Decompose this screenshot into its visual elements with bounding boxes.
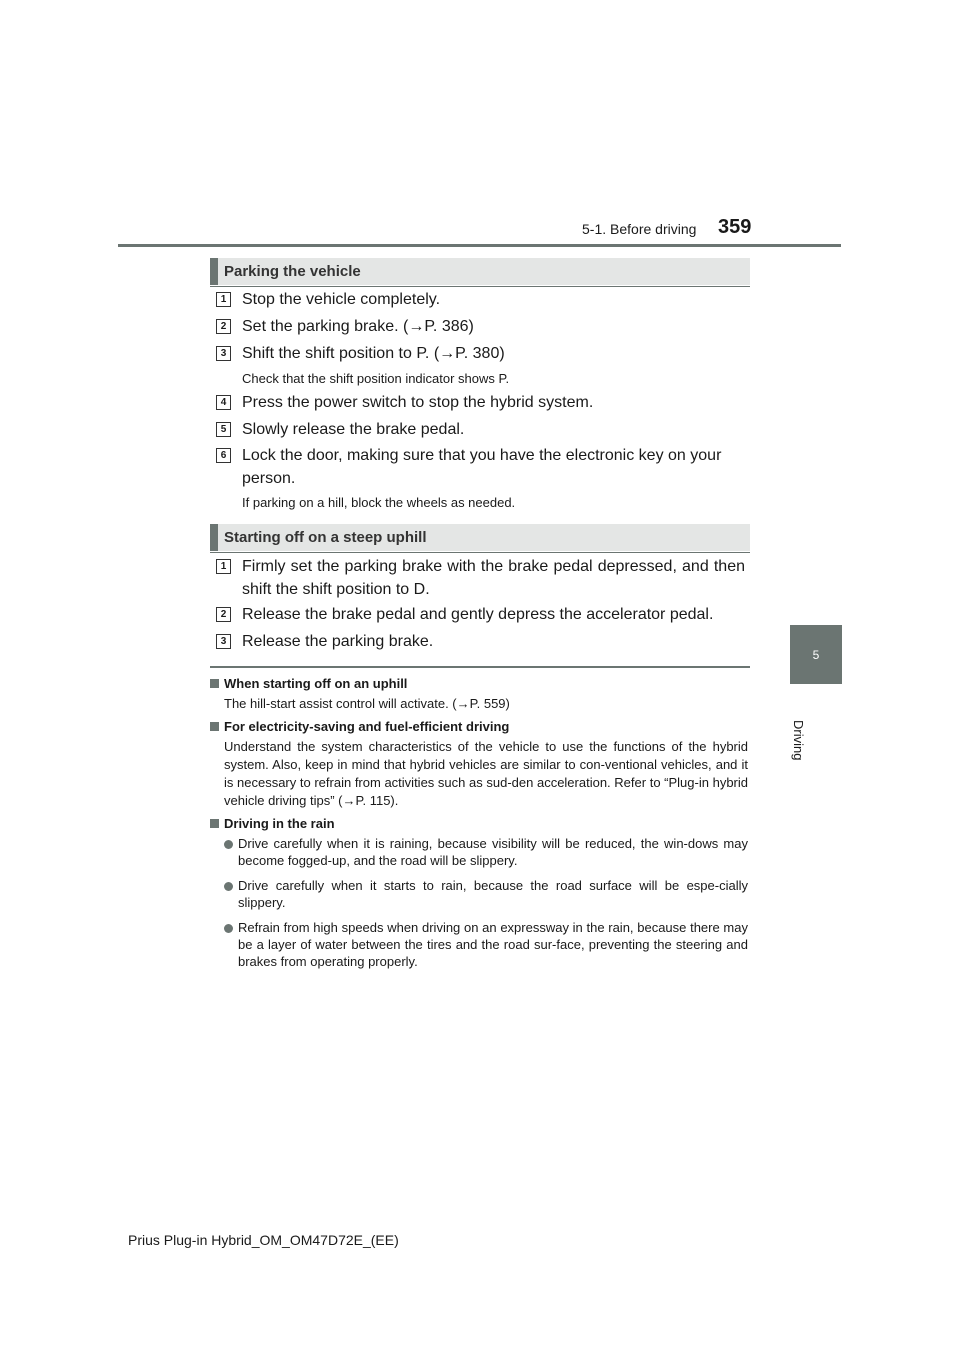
step-text: Lock the door, making sure that you have the electronic key on your person. bbox=[242, 447, 722, 487]
step-text: Press the power switch to stop the hybrid system. bbox=[242, 394, 594, 411]
header-divider bbox=[118, 244, 841, 247]
step-number: 1 bbox=[216, 292, 231, 307]
step-number: 2 bbox=[216, 607, 231, 622]
step-text: Release the parking brake. bbox=[242, 633, 434, 650]
chapter-tab: 5 bbox=[790, 625, 842, 684]
step-number: 3 bbox=[216, 634, 231, 649]
note-heading bbox=[210, 816, 335, 831]
note-heading-text: Driving in the rain bbox=[224, 816, 335, 831]
step-note: If parking on a hill, block the wheels as needed. bbox=[242, 495, 516, 510]
step-number: 2 bbox=[216, 319, 231, 334]
step-text: Slowly release the brake pedal. bbox=[242, 421, 465, 438]
notes-divider bbox=[210, 666, 750, 668]
square-bullet-icon bbox=[210, 679, 219, 688]
step-number: 1 bbox=[216, 559, 231, 574]
note-body: Understand the system characteristics of the vehicle to use the functions of the hybrid system. Also, keep in mind that hybrid vehicles are similar to con-ventional vehicles, and it is necessary to refrain from activities such as sud-den acceleration. Refer to “Plug-in hybrid vehicle driving tips” (→P. 115). bbox=[224, 739, 748, 808]
bullet-text: Drive carefully when it starts to rain, because the road surface will be espe-cially slippery. bbox=[238, 878, 748, 910]
round-bullet-icon bbox=[224, 840, 233, 849]
step-text: Shift the shift position to P. (→P. 380) bbox=[242, 345, 505, 362]
step-number: 4 bbox=[216, 395, 231, 410]
step-number: 3 bbox=[216, 346, 231, 361]
square-bullet-icon bbox=[210, 722, 219, 731]
step-text: Stop the vehicle completely. bbox=[242, 291, 441, 308]
round-bullet-icon bbox=[224, 882, 233, 891]
step-text: Release the brake pedal and gently depress the accelerator pedal. bbox=[242, 606, 714, 623]
page-number: 359 bbox=[718, 216, 752, 238]
section-heading-uphill: Starting off on a steep uphill bbox=[210, 524, 750, 551]
footer-document-id: Prius Plug-in Hybrid_OM_OM47D72E_(EE) bbox=[128, 1232, 399, 1248]
step-number: 5 bbox=[216, 422, 231, 437]
note-heading-text: For electricity-saving and fuel-efficient driving bbox=[224, 719, 510, 734]
step-text: Firmly set the parking brake with the brake pedal depressed, and then shift the shift position to D. bbox=[242, 558, 745, 598]
round-bullet-icon bbox=[224, 924, 233, 933]
note-heading bbox=[210, 676, 407, 691]
square-bullet-icon bbox=[210, 819, 219, 828]
bullet-text: Drive carefully when it is raining, because visibility will be reduced, the win-dows may become fogged-up, and the road will be slippery. bbox=[238, 836, 748, 868]
section-title: 5-1. Before driving bbox=[582, 221, 697, 237]
step-text: Set the parking brake. (→P. 386) bbox=[242, 318, 474, 335]
chapter-label: Driving bbox=[791, 720, 806, 761]
section-heading-parking: Parking the vehicle bbox=[210, 258, 750, 285]
step-note: Check that the shift position indicator shows P. bbox=[242, 371, 510, 386]
note-body: The hill-start assist control will activate. (→P. 559) bbox=[224, 696, 510, 711]
bullet-text: Refrain from high speeds when driving on an expressway in the rain, because there may be a layer of water between the tires and the road sur-face, preventing the steering and brakes from operating properly. bbox=[238, 920, 748, 969]
note-heading bbox=[210, 719, 509, 734]
note-heading-text: When starting off on an uphill bbox=[224, 676, 408, 691]
step-number: 6 bbox=[216, 448, 231, 463]
